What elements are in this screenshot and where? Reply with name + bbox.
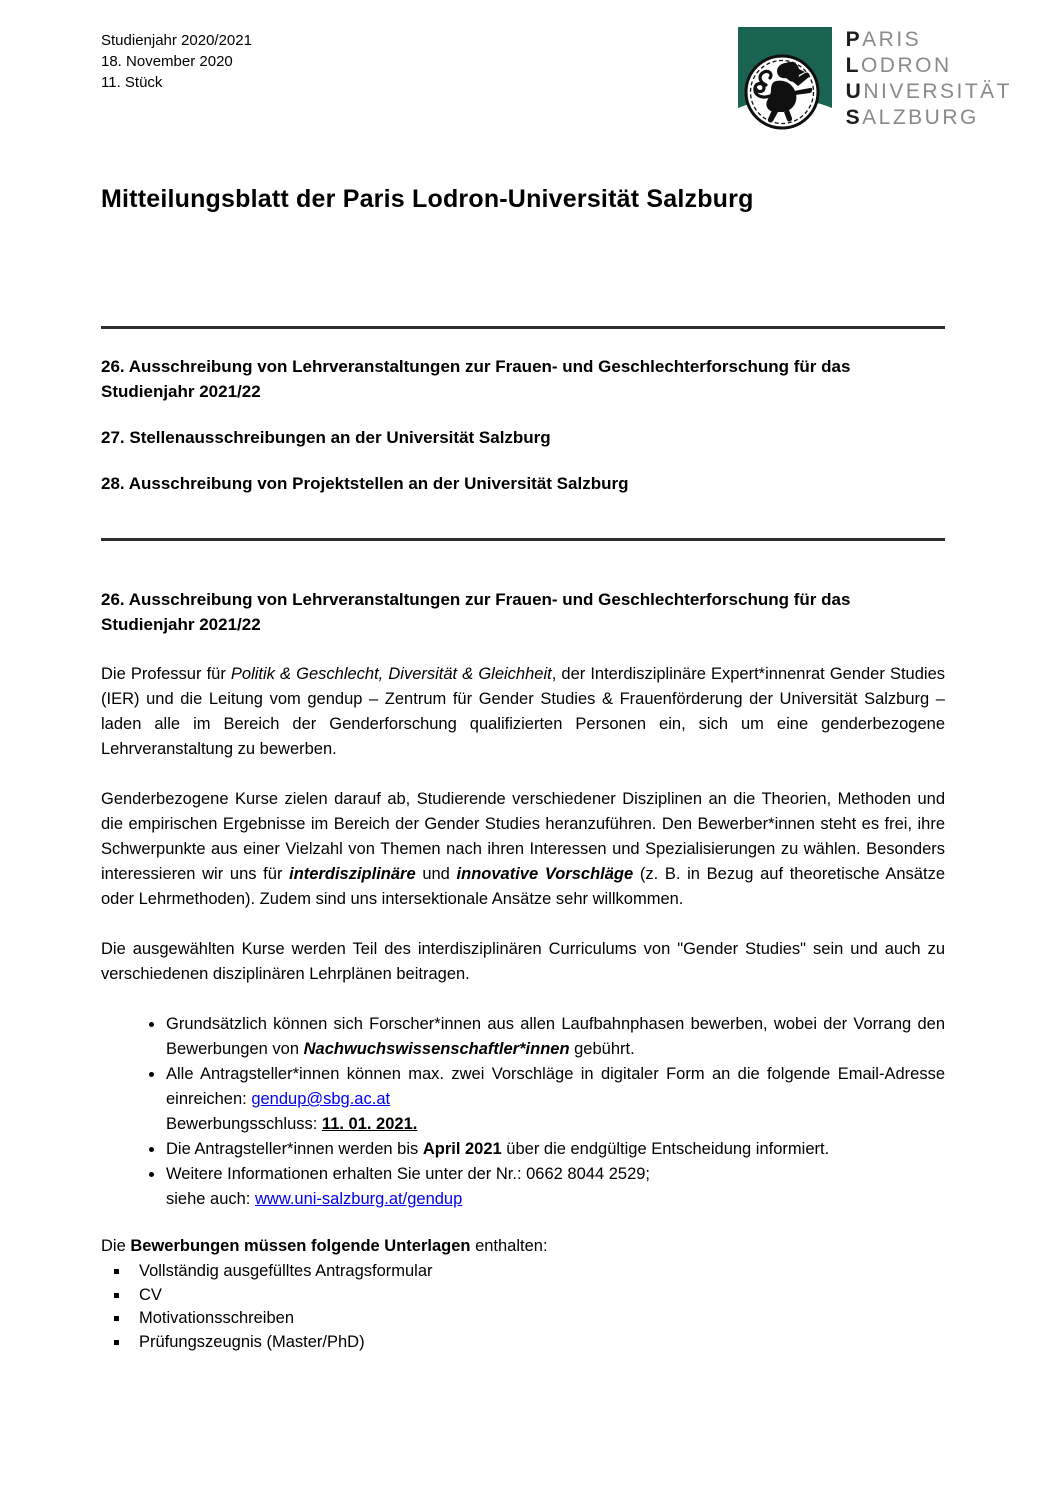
requirements-intro [101, 1234, 945, 1259]
requirement-item-motivation: ▪ Motivationsschreiben [130, 1307, 945, 1331]
page-title: Mitteilungsblatt der Paris Lodron-Universität Salzburg [101, 185, 754, 213]
divider-top [101, 326, 945, 329]
text-segment: Grundsätzlich können sich Forscher*innen aus allen Laufbahnphasen bewerben, wobei der Vorrang den Bewerbungen von [166, 1015, 945, 1058]
wordmark-line-universitaet [846, 79, 1012, 104]
meta-date: 18. November 2020 [101, 53, 233, 70]
wordmark-line-paris [846, 27, 1012, 52]
text-segment: Weitere Informationen erhalten Sie unter der Nr.: 0662 8044 2529; [166, 1165, 651, 1183]
text-segment-bold-italic: Nachwuchswissenschaftler*innen [303, 1040, 570, 1058]
bullet-item-submission [165, 1062, 945, 1137]
text-segment: Die [101, 1237, 131, 1255]
article-26 [101, 587, 945, 1354]
wordmark-initial: U [845, 80, 864, 103]
bullet-item-contact [165, 1162, 945, 1212]
wordmark-initial: S [845, 106, 863, 129]
text-segment: siehe auch: [166, 1190, 255, 1208]
wordmark-rest: ODRON [860, 54, 952, 77]
requirement-item-cv: ▪ CV [130, 1284, 945, 1308]
wordmark-initial: L [845, 54, 861, 77]
text-segment: enthalten: [470, 1237, 548, 1255]
text-segment-italic: Politik & Geschlecht, Diversität & Gleichheit [230, 665, 552, 683]
website-link[interactable]: www.uni-salzburg.at/gendup [254, 1190, 463, 1208]
text-segment: (z. B. in Bezug auf theoretische Ansätze oder Lehrmethoden). Zudem sind uns intersektionale Ansätze sehr willkommen. [101, 865, 945, 908]
toc-item-27: 27. Stellenausschreibungen an der Universität Salzburg [101, 428, 551, 447]
article-heading: 26. Ausschreibung von Lehrveranstaltungen zur Frauen- und Geschlechterforschung für das Studienjahr 2021/22 [101, 590, 851, 634]
meta-issue: 11. Stück [101, 74, 163, 91]
paragraph-2 [101, 787, 945, 912]
bullet-item-eligibility [165, 1012, 945, 1062]
email-link[interactable]: gendup@sbg.ac.at [251, 1090, 391, 1108]
text-segment-bold: Bewerbungen müssen folgende Unterlagen [130, 1237, 471, 1255]
text-segment: Bewerbungsschluss: [166, 1115, 322, 1133]
wordmark-line-lodron [846, 53, 1012, 78]
deadline-date: 11. 01. 2021. [321, 1115, 418, 1133]
requirement-item-form: ▪ Vollständig ausgefülltes Antragsformular [130, 1260, 945, 1284]
paragraph-3: Die ausgewählten Kurse werden Teil des interdisziplinären Curriculums von "Gender Studies" sein und auch zu verschiedenen disziplinären Lehrplänen beitragen. [101, 940, 945, 983]
bullet-list [101, 1012, 945, 1212]
wordmark-rest: NIVERSITÄT [863, 80, 1012, 103]
text-segment: gebührt. [569, 1040, 635, 1058]
wordmark-rest: ALZBURG [862, 106, 979, 129]
text-segment: Die Antragsteller*innen werden bis [166, 1140, 423, 1158]
wordmark-rest: ARIS [862, 28, 922, 51]
divider-middle [101, 538, 945, 541]
bullet-item-decision [165, 1137, 945, 1162]
text-segment-bold: April 2021 [422, 1140, 502, 1158]
text-segment: Genderbezogene Kurse zielen darauf ab, Studierende verschiedener Disziplinen an die Theorien, Methoden und die empirischen Ergebnisse im Bereich der Gender Studies heranzuführen. Den Bewerber*innen steht es frei, ihre Schwerpunkte aus einer Vielzahl von Themen nach ihren Interessen und Spezialisierungen zu wählen. Besonders interessieren wir uns für [101, 790, 945, 883]
text-segment-bold-italic: innovative Vorschläge [456, 865, 634, 883]
text-segment: und [415, 865, 457, 883]
wordmark-initial: P [845, 28, 863, 51]
requirement-item-certificate: ▪ Prüfungszeugnis (Master/PhD) [130, 1331, 945, 1355]
text-segment: Alle Antragsteller*innen können max. zwei Vorschläge in digitaler Form an die folgende Email-Adresse einreichen: [166, 1065, 945, 1108]
text-segment: über die endgültige Entscheidung informiert. [501, 1140, 830, 1158]
text-segment-bold-italic: interdisziplinäre [289, 865, 416, 883]
text-segment: , der Interdisziplinäre Expert*innenrat Gender Studies (IER) und die Leitung vom gendup – Zentrum für Gender Studies & Frauenförderung der Universität Salzburg – laden alle im Bereich der Genderforschung qualifizierten Personen ein, sich um eine genderbezogene Lehrveranstaltung zu bewerben. [101, 665, 945, 758]
wordmark-line-salzburg [846, 105, 1012, 130]
university-logo [736, 26, 1012, 132]
logo-emblem [736, 26, 834, 132]
requirements-list [101, 1260, 945, 1354]
toc-item-26: 26. Ausschreibung von Lehrveranstaltungen zur Frauen- und Geschlechterforschung für das Studienjahr 2021/22 [101, 357, 851, 401]
table-of-contents [101, 354, 945, 496]
toc-item-28: 28. Ausschreibung von Projektstellen an der Universität Salzburg [101, 474, 629, 493]
logo-wordmark [846, 26, 1012, 130]
meta-study-year: Studienjahr 2020/2021 [101, 32, 252, 49]
text-segment: Die Professur für [101, 665, 231, 683]
paragraph-1 [101, 662, 945, 762]
